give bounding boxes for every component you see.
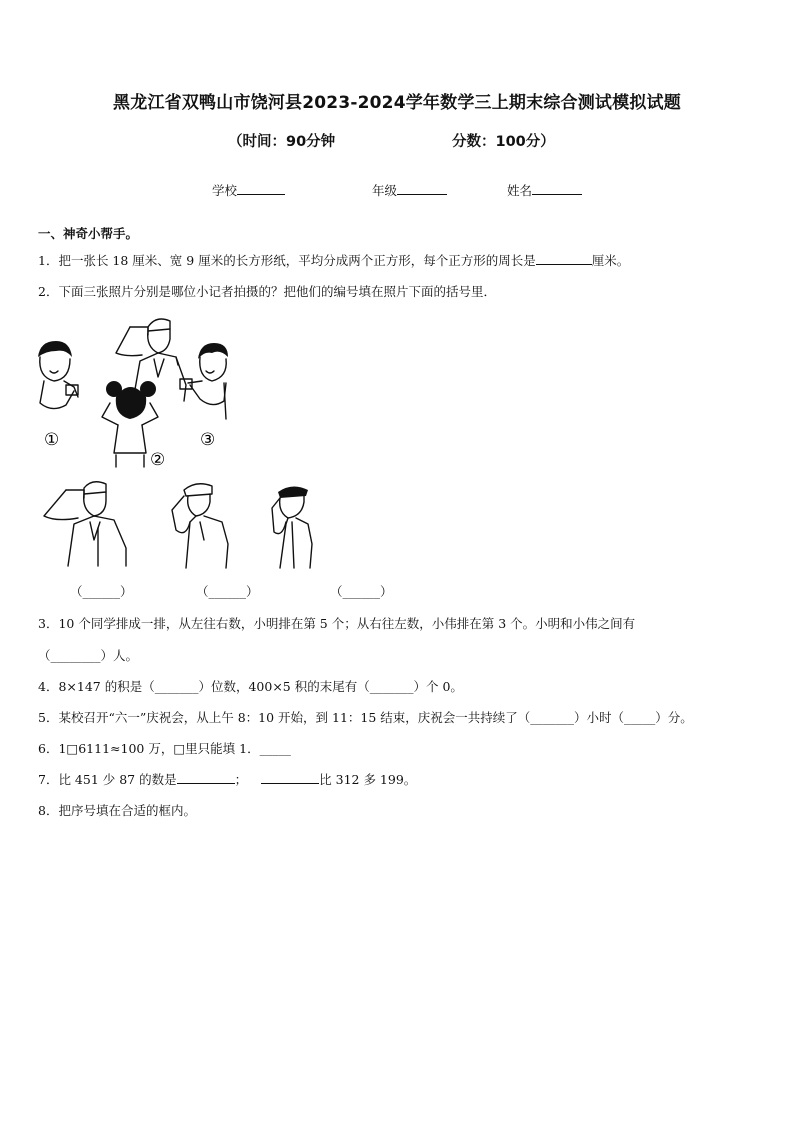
grade-label: 年级 [372, 183, 398, 198]
question-4[interactable]: 4．8×147 的积是（_______）位数，400×5 积的末尾有（_______）个 0。 [38, 679, 463, 694]
question-7-blank-2[interactable] [261, 771, 319, 784]
question-7-text-c: 比 312 多 199。 [319, 772, 417, 787]
question-7-sep: ； [234, 772, 248, 787]
question-1 [38, 251, 629, 269]
name-field [507, 181, 582, 199]
school-blank[interactable] [237, 182, 285, 195]
label-2: ② [150, 450, 166, 470]
grade-blank[interactable] [397, 182, 447, 195]
question-1-text: 1．把一张长 18 厘米、宽 9 厘米的长方形纸，平均分成两个正方形，每个正方形的周长是 [38, 253, 536, 268]
girl-2-figure [102, 381, 165, 470]
section-heading: 一、神奇小帮手。 [38, 226, 139, 241]
name-blank[interactable] [532, 182, 582, 195]
question-3-answer[interactable]: （________）人。 [38, 648, 139, 663]
question-7-blank-1[interactable] [177, 771, 235, 784]
label-3: ③ [200, 430, 216, 450]
question-7-text-a: 7．比 451 少 87 的数是 [38, 772, 177, 787]
question-1-unit: 厘米。 [591, 253, 630, 268]
photo-3-answer[interactable]: （______） [330, 584, 393, 599]
question-1-blank[interactable] [536, 252, 592, 265]
photo-front-view [40, 478, 140, 570]
page-title: 黑龙江省双鸭山市饶河县2023-2024学年数学三上期末综合测试模拟试题 [113, 93, 681, 113]
grade-field [372, 181, 447, 199]
question-8: 8．把序号填在合适的框内。 [38, 803, 196, 818]
photo-2-answer[interactable]: （______） [196, 584, 259, 599]
boy-1-figure [38, 341, 78, 450]
question-3: 3．10 个同学排成一排，从左往右数，小明排在第 5 个；从右往左数，小伟排在第 3 个。小明和小伟之间有 [38, 616, 636, 631]
exam-time: （时间：90分钟 [228, 134, 336, 150]
boy-3-figure [180, 343, 228, 450]
photo-1-answer[interactable]: （______） [70, 584, 133, 599]
school-label: 学校 [212, 183, 238, 198]
reporters-illustration [30, 305, 250, 470]
name-label: 姓名 [507, 183, 533, 198]
school-field [212, 181, 285, 199]
question-7 [38, 770, 416, 788]
question-2: 2．下面三张照片分别是哪位小记者拍摄的？把他们的编号填在照片下面的括号里． [38, 284, 496, 299]
photo-side-view [160, 482, 250, 570]
label-1: ① [44, 430, 60, 450]
question-5[interactable]: 5．某校召开“六一”庆祝会，从上午 8：10 开始，到 11：15 结束，庆祝会一共持续了（_______）小时（_____）分。 [38, 710, 693, 725]
exam-score: 分数：100分） [452, 134, 555, 150]
photo-back-view [262, 482, 332, 570]
question-6[interactable]: 6．1□6111≈100 万，□里只能填 1．_____ [38, 741, 291, 756]
